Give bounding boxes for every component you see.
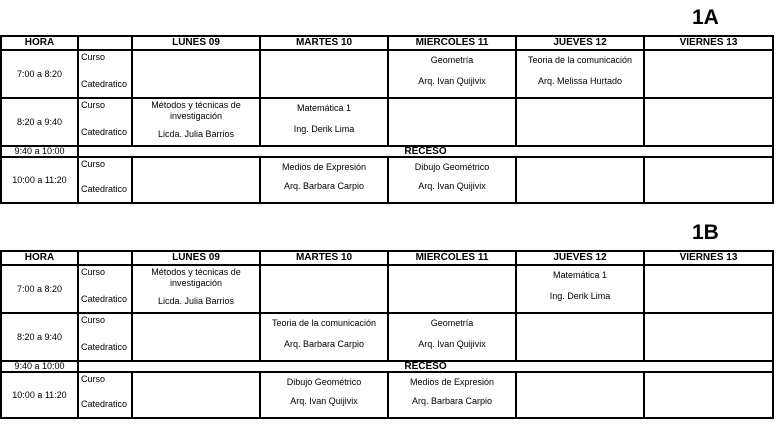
course-name: Medios de Expresión — [409, 377, 495, 387]
header-row — [1, 36, 773, 50]
header-viernes: VIERNES 13 — [644, 36, 773, 50]
row-label-cell — [78, 50, 132, 98]
table-row — [1, 98, 773, 146]
course-label: Curso — [81, 374, 106, 384]
course-name: Teoria de la comunicación — [527, 55, 633, 65]
header-hora: HORA — [1, 251, 78, 265]
course-name: Teoria de la comunicación — [271, 318, 377, 328]
time-cell: 8:20 a 9:40 — [1, 98, 78, 146]
teacher-name: Licda. Julia Barrios — [157, 129, 235, 139]
group-title-1a: 1A — [692, 6, 719, 29]
slot-cell — [260, 50, 388, 98]
slot-cell — [516, 265, 644, 313]
teacher-name: Arq. Barbara Carpio — [283, 181, 365, 191]
header-row — [1, 251, 773, 265]
group-title-1b: 1B — [692, 221, 719, 244]
teacher-name: Arq. Ivan Quijivix — [290, 396, 358, 406]
table-row — [1, 50, 773, 98]
course-name: Métodos y técnicas de investigación — [151, 267, 241, 288]
slot-cell — [388, 313, 516, 361]
teacher-label: Catedratico — [81, 127, 128, 137]
course-name: Matemática 1 — [296, 103, 352, 113]
recess-time: 9:40 a 10:00 — [1, 361, 78, 372]
slot-cell — [644, 50, 773, 98]
header-martes: MARTES 10 — [260, 36, 388, 50]
recess-label: RECESO — [78, 146, 773, 157]
slot-cell — [260, 157, 388, 203]
teacher-name: Ing. Derik Lima — [293, 124, 355, 134]
recess-row — [1, 361, 773, 372]
row-label-cell — [78, 265, 132, 313]
header-label-col — [78, 36, 132, 50]
teacher-name: Arq. Ivan Quijivix — [418, 339, 486, 349]
slot-cell — [260, 98, 388, 146]
header-martes: MARTES 10 — [260, 251, 388, 265]
teacher-name: Ing. Derik Lima — [549, 291, 611, 301]
slot-cell — [388, 50, 516, 98]
teacher-name: Arq. Melissa Hurtado — [537, 76, 623, 86]
header-miercoles: MIERCOLES 11 — [388, 251, 516, 265]
time-cell: 10:00 a 11:20 — [1, 372, 78, 418]
row-label-cell — [78, 313, 132, 361]
course-label: Curso — [81, 159, 106, 169]
table-row — [1, 313, 773, 361]
table-row — [1, 157, 773, 203]
course-label: Curso — [81, 52, 106, 62]
time-cell: 8:20 a 9:40 — [1, 313, 78, 361]
slot-cell — [388, 157, 516, 203]
slot-cell — [644, 157, 773, 203]
slot-cell — [132, 98, 260, 146]
slot-cell — [516, 50, 644, 98]
row-label-cell — [78, 98, 132, 146]
course-name: Geometría — [430, 55, 474, 65]
slot-cell — [644, 372, 773, 418]
table-row — [1, 265, 773, 313]
slot-cell — [516, 313, 644, 361]
slot-cell — [132, 372, 260, 418]
course-name: Geometría — [430, 318, 474, 328]
slot-cell — [516, 372, 644, 418]
slot-cell — [132, 157, 260, 203]
slot-cell — [516, 98, 644, 146]
slot-cell — [644, 98, 773, 146]
teacher-name: Arq. Barbara Carpio — [283, 339, 365, 349]
course-label: Curso — [81, 267, 106, 277]
recess-row — [1, 146, 773, 157]
header-viernes: VIERNES 13 — [644, 251, 773, 265]
slot-cell — [516, 157, 644, 203]
header-lunes: LUNES 09 — [132, 36, 260, 50]
slot-cell — [260, 372, 388, 418]
time-cell: 7:00 a 8:20 — [1, 265, 78, 313]
header-lunes: LUNES 09 — [132, 251, 260, 265]
slot-cell — [132, 50, 260, 98]
header-jueves: JUEVES 12 — [516, 36, 644, 50]
course-name: Métodos y técnicas de investigación — [151, 100, 241, 121]
slot-cell — [260, 265, 388, 313]
row-label-cell — [78, 157, 132, 203]
course-name: Matemática 1 — [552, 270, 608, 280]
course-name: Dibujo Geométrico — [414, 162, 490, 172]
slot-cell — [388, 265, 516, 313]
row-label-cell — [78, 372, 132, 418]
teacher-name: Arq. Barbara Carpio — [411, 396, 493, 406]
teacher-label: Catedratico — [81, 399, 128, 409]
time-cell: 7:00 a 8:20 — [1, 50, 78, 98]
teacher-label: Catedratico — [81, 294, 128, 304]
course-name: Dibujo Geométrico — [286, 377, 362, 387]
course-label: Curso — [81, 315, 106, 325]
recess-label: RECESO — [78, 361, 773, 372]
header-jueves: JUEVES 12 — [516, 251, 644, 265]
slot-cell — [388, 372, 516, 418]
course-label: Curso — [81, 100, 106, 110]
teacher-name: Licda. Julia Barrios — [157, 296, 235, 306]
recess-time: 9:40 a 10:00 — [1, 146, 78, 157]
slot-cell — [132, 313, 260, 361]
course-name: Medios de Expresión — [281, 162, 367, 172]
teacher-label: Catedratico — [81, 342, 128, 352]
teacher-name: Arq. Ivan Quijivix — [418, 76, 486, 86]
time-cell: 10:00 a 11:20 — [1, 157, 78, 203]
schedule-table-1a — [0, 35, 774, 204]
teacher-label: Catedratico — [81, 79, 128, 89]
schedule-table-1b — [0, 250, 774, 419]
slot-cell — [132, 265, 260, 313]
teacher-label: Catedratico — [81, 184, 128, 194]
header-hora: HORA — [1, 36, 78, 50]
header-label-col — [78, 251, 132, 265]
table-row — [1, 372, 773, 418]
slot-cell — [644, 265, 773, 313]
slot-cell — [644, 313, 773, 361]
header-miercoles: MIERCOLES 11 — [388, 36, 516, 50]
slot-cell — [260, 313, 388, 361]
teacher-name: Arq. Ivan Quijivix — [418, 181, 486, 191]
slot-cell — [388, 98, 516, 146]
